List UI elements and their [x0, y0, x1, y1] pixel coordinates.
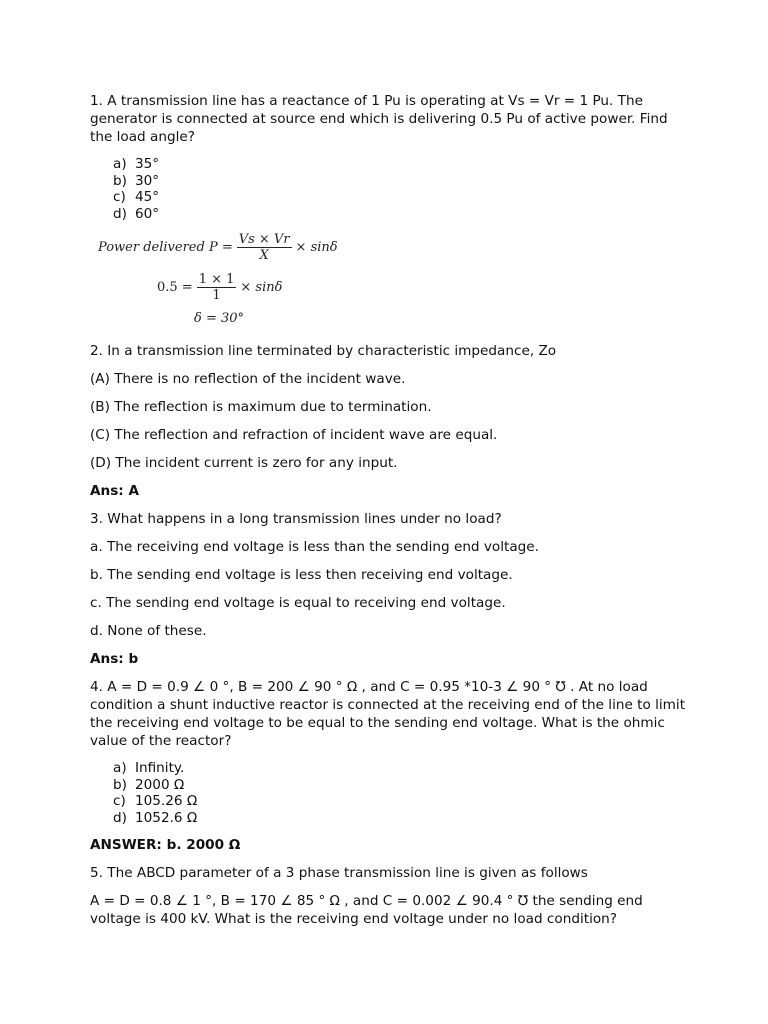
option-text: 1052.6 Ω	[135, 809, 198, 826]
question-3-text: 3. What happens in a long transmission lines under no load?	[90, 511, 502, 527]
option-item: (A) There is no reflection of the incident wave.	[90, 371, 406, 387]
option-text: 105.26 Ω	[135, 793, 198, 809]
option-item	[90, 760, 690, 777]
equation-lhs: 0.5 =	[157, 279, 193, 295]
option-letter: c)	[113, 793, 126, 809]
option-item: (D) The incident current is zero for any input.	[90, 455, 398, 471]
fraction-numerator: 1 × 1	[198, 272, 235, 287]
option-item: a. The receiving end voltage is less than the sending end voltage.	[90, 539, 539, 555]
option-item	[90, 793, 690, 810]
option-item: d. None of these.	[90, 623, 207, 639]
answer-text: ANSWER: b. 2000 Ω	[90, 837, 241, 853]
option-text: 60°	[135, 205, 160, 222]
option-item: b. The sending end voltage is less then receiving end voltage.	[90, 567, 513, 583]
option-letter: c)	[113, 189, 126, 205]
fraction	[197, 272, 237, 303]
option-text: Infinity.	[135, 760, 185, 776]
equation-tail: × sinδ	[295, 239, 338, 255]
option-letter: a)	[113, 760, 127, 776]
option-item: (B) The reflection is maximum due to termination.	[90, 399, 432, 415]
question-5-detail: A = D = 0.8 ∠ 1 °, B = 170 ∠ 85 ° Ω , and C = 0.002 ∠ 90.4 ° ℧ the sending end voltage is 400 kV. What is the receiving end voltage under no load condition?	[90, 893, 643, 927]
option-text: 2000 Ω	[135, 776, 185, 793]
option-text: 30°	[135, 172, 160, 189]
option-item: (C) The reflection and refraction of incident wave are equal.	[90, 427, 498, 443]
option-item	[90, 173, 690, 190]
option-item: c. The sending end voltage is equal to receiving end voltage.	[90, 595, 506, 611]
option-item	[90, 206, 690, 223]
fraction-numerator: Vs × Vr	[238, 232, 290, 247]
option-letter: a)	[113, 156, 127, 172]
equation-tail: × sinδ	[240, 279, 283, 295]
document-body	[90, 92, 690, 938]
question-2-text: 2. In a transmission line terminated by characteristic impedance, Zo	[90, 343, 557, 359]
question-4-options	[90, 760, 690, 826]
option-letter: b)	[113, 776, 127, 793]
equation-line-1	[98, 232, 338, 263]
option-item	[90, 189, 690, 206]
option-letter: d)	[113, 809, 127, 826]
fraction-denominator: X	[259, 248, 269, 263]
question-1-text: 1. A transmission line has a reactance of 1 Pu is operating at Vs = Vr = 1 Pu. The generator is connected at source end which is delivering 0.5 Pu of active power. Find the load angle?	[90, 93, 668, 145]
option-letter: b)	[113, 172, 127, 189]
equation-label: Power delivered P =	[98, 239, 233, 255]
question-4-text: 4. A = D = 0.9 ∠ 0 °, B = 200 ∠ 90 ° Ω , and C = 0.95 *10-3 ∠ 90 ° ℧ . At no load condition a shunt inductive reactor is connected at the receiving end of the line to limit the receiving end voltage to be equal to the sending end voltage. What is the ohmic value of the reactor?	[90, 679, 686, 749]
option-item	[90, 810, 690, 827]
fraction	[237, 232, 292, 263]
equation-result: δ = 30°	[194, 311, 245, 326]
question-1-options	[90, 156, 690, 222]
option-item	[90, 777, 690, 794]
question-5-text: 5. The ABCD parameter of a 3 phase transmission line is given as follows	[90, 865, 588, 881]
solution-equations	[90, 232, 690, 332]
option-text: 45°	[135, 189, 160, 205]
answer-text: Ans: b	[90, 651, 139, 667]
option-text: 35°	[135, 156, 160, 172]
equation-line-3	[194, 310, 244, 328]
equation-line-2	[157, 272, 282, 303]
option-letter: d)	[113, 205, 127, 222]
option-item	[90, 156, 690, 173]
fraction-denominator: 1	[212, 288, 221, 303]
answer-text: Ans: A	[90, 483, 139, 499]
